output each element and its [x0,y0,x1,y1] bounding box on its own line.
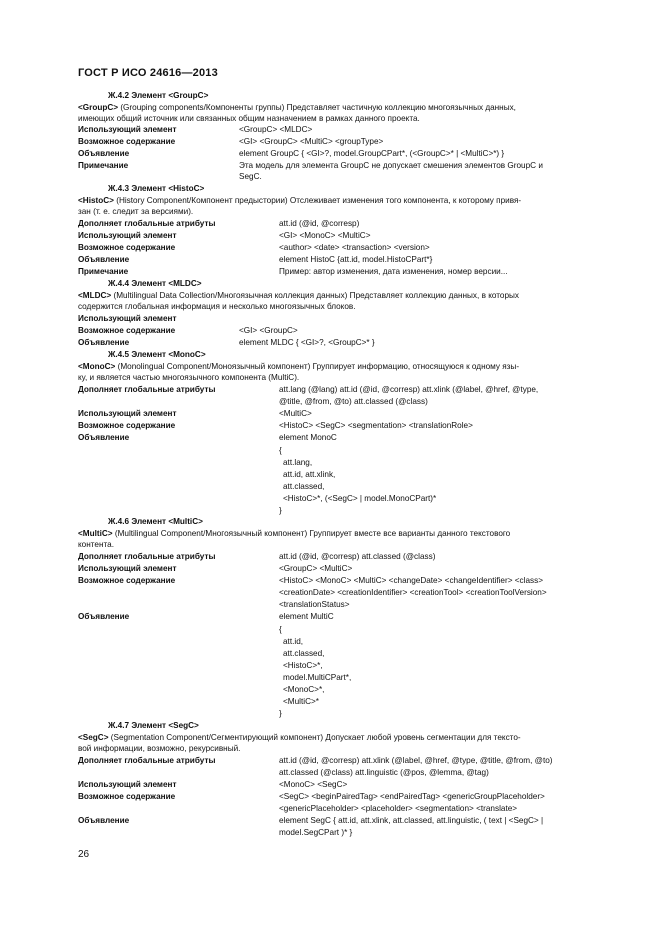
field-label: Использующий элемент [78,125,177,134]
text-line: element SegC { att.id, att.xlink, att.classed, att.linguistic, ( text | <SegC> | [279,816,544,825]
text-line: <HistoC> <SegC> <segmentation> <translationRole> [279,421,473,430]
page-number: 26 [78,849,90,860]
text-line: att.classed, [283,482,325,491]
field-label: Использующий элемент [78,231,177,240]
text-line: att.id, att.xlink, [283,470,336,479]
field-label: Возможное содержание [78,243,176,252]
text-line: att.id, [283,637,304,646]
text-line: содержится глобальная информация и несколько многоязычных блоков. [78,302,356,311]
text-line: { [279,625,282,634]
text-line: <MonoC> <SegC> [279,780,348,789]
text-line: element MultiC [279,612,334,621]
text-line: { [279,446,282,455]
description-text: (Monolingual Component/Моноязычный компонент) Группирует информацию, относящуюся к одному язы- [115,362,520,371]
section-heading: Ж.4.4 Элемент <MLDC> [108,279,202,288]
field-label: Возможное содержание [78,792,176,801]
element-name: <HistoC> [78,196,114,205]
text-line: Эта модель для элемента GroupC не допускает смешения элементов GroupC и [239,161,543,170]
field-label: Объявление [78,433,130,442]
description-text: (History Component/Компонент предыстории) Отслеживает изменения того компонента, к которому привя- [113,196,522,205]
field-label: Дополняет глобальные атрибуты [78,552,216,561]
element-name: <MLDC> [78,291,112,300]
text-line: att.lang, [283,458,313,467]
field-label: Возможное содержание [78,326,176,335]
field-label: Дополняет глобальные атрибуты [78,219,216,228]
element-name: <GroupC> [78,103,119,112]
field-label: Объявление [78,338,130,347]
text-line: <GroupC> <MultiC> [279,564,353,573]
text-line: контента. [78,540,114,549]
field-label: Использующий элемент [78,314,177,323]
text-line [78,362,519,372]
text-line [78,529,510,539]
text-line: element HistoC {att.id, model.HistoCPart*} [279,255,433,264]
text-line: <MultiC> [279,409,312,418]
text-line: att.lang (@lang) att.id (@id, @corresp) att.xlink (@label, @href, @type, [279,385,539,394]
text-line: зан (т. е. следит за версиями). [78,207,194,216]
text-line [78,103,516,113]
text-line: SegC. [239,172,262,181]
section-heading: Ж.4.3 Элемент <HistoC> [108,184,205,193]
text-line: att.id (@id, @corresp) att.classed (@class) [279,552,436,561]
description-text: (Multilingual Data Collection/Многоязычная коллекция данных) Представляет коллекцию данных, в которых [111,291,519,300]
text-line [78,291,519,301]
text-line: ку, и является частью многоязычного компонента (MultiC). [78,373,300,382]
field-label: Объявление [78,816,130,825]
text-line [78,733,521,743]
page-header-title: ГОСТ Р ИСО 24616—2013 [78,67,218,79]
element-name: <SegC> [78,733,109,742]
text-line: <HistoC>*, [283,661,323,670]
element-name: <MultiC> [78,529,113,538]
section-heading: Ж.4.6 Элемент <MultiC> [108,517,203,526]
text-line: att.id (@id, @corresp) [279,219,360,228]
text-line: att.classed, [283,649,325,658]
field-label: Возможное содержание [78,421,176,430]
text-line: <GI> <GroupC> <MultiC> <groupType> [239,137,384,146]
text-line: <creationDate> <creationIdentifier> <creationTool> <creationToolVersion> [279,588,547,597]
text-line: } [279,506,282,515]
section-heading: Ж.4.7 Элемент <SegC> [108,721,199,730]
text-line: <GI> <MonoC> <MultiC> [279,231,371,240]
text-line: имеющих общий источник или связанных общим назначением в рамках данного проекта. [78,114,420,123]
field-label: Возможное содержание [78,576,176,585]
field-label: Примечание [78,267,129,276]
text-line: model.SegCPart )* } [279,828,353,837]
field-label: Использующий элемент [78,564,177,573]
text-line: <GroupC> <MLDC> [239,125,313,134]
text-line: element MonoC [279,433,337,442]
text-line: <HistoC>*, (<SegC> | model.MonoCPart)* [283,494,437,503]
text-line [78,196,521,206]
text-line: <GI> <GroupC> [239,326,298,335]
field-label: Использующий элемент [78,409,177,418]
description-text: (Segmentation Component/Сегментирующий компонент) Допускает любой уровень сегментации для тексто- [108,733,521,742]
section-heading: Ж.4.2 Элемент <GroupC> [108,91,209,100]
field-label: Объявление [78,612,130,621]
text-line: <MultiC>* [283,697,319,706]
text-line: att.id (@id, @corresp) att.xlink (@label, @href, @type, @title, @from, @to) [279,756,553,765]
field-label: Примечание [78,161,129,170]
text-line: model.MultiCPart*, [283,673,352,682]
text-line: <MonoC>*, [283,685,325,694]
field-label: Дополняет глобальные атрибуты [78,385,216,394]
field-label: Возможное содержание [78,137,176,146]
text-line: } [279,709,282,718]
field-label: Объявление [78,149,130,158]
text-line: Пример: автор изменения, дата изменения, номер версии... [279,267,508,276]
text-line: <SegC> <beginPairedTag> <endPairedTag> <genericGroupPlaceholder> [279,792,545,801]
field-label: Объявление [78,255,130,264]
text-line: <HistoC> <MonoC> <MultiC> <changeDate> <changeIdentifier> <class> [279,576,543,585]
text-line: <genericPlaceholder> <placeholder> <segmentation> <translate> [279,804,518,813]
field-label: Использующий элемент [78,780,177,789]
description-text: (Grouping components/Компоненты группы) Представляет частичную коллекцию многоязычных данных, [118,103,516,112]
text-line: element MLDC { <GI>?, <GroupC>* } [239,338,375,347]
text-line: @title, @from, @to) att.classed (@class) [279,397,428,406]
text-line: element GroupC { <GI>?, model.GroupCPart*, (<GroupC>* | <MultiC>*) } [239,149,505,158]
section-heading: Ж.4.5 Элемент <MonoC> [108,350,206,359]
field-label: Дополняет глобальные атрибуты [78,756,216,765]
element-name: <MonoC> [78,362,116,371]
text-line: att.classed (@class) att.linguistic (@pos, @lemma, @tag) [279,768,489,777]
text-line: <author> <date> <transaction> <version> [279,243,430,252]
description-text: (Multilingual Component/Многоязычный компонент) Группирует вместе все варианты данного текстового [112,529,511,538]
text-line: <translationStatus> [279,600,350,609]
text-line: вой информации, возможно, рекурсивный. [78,744,241,753]
